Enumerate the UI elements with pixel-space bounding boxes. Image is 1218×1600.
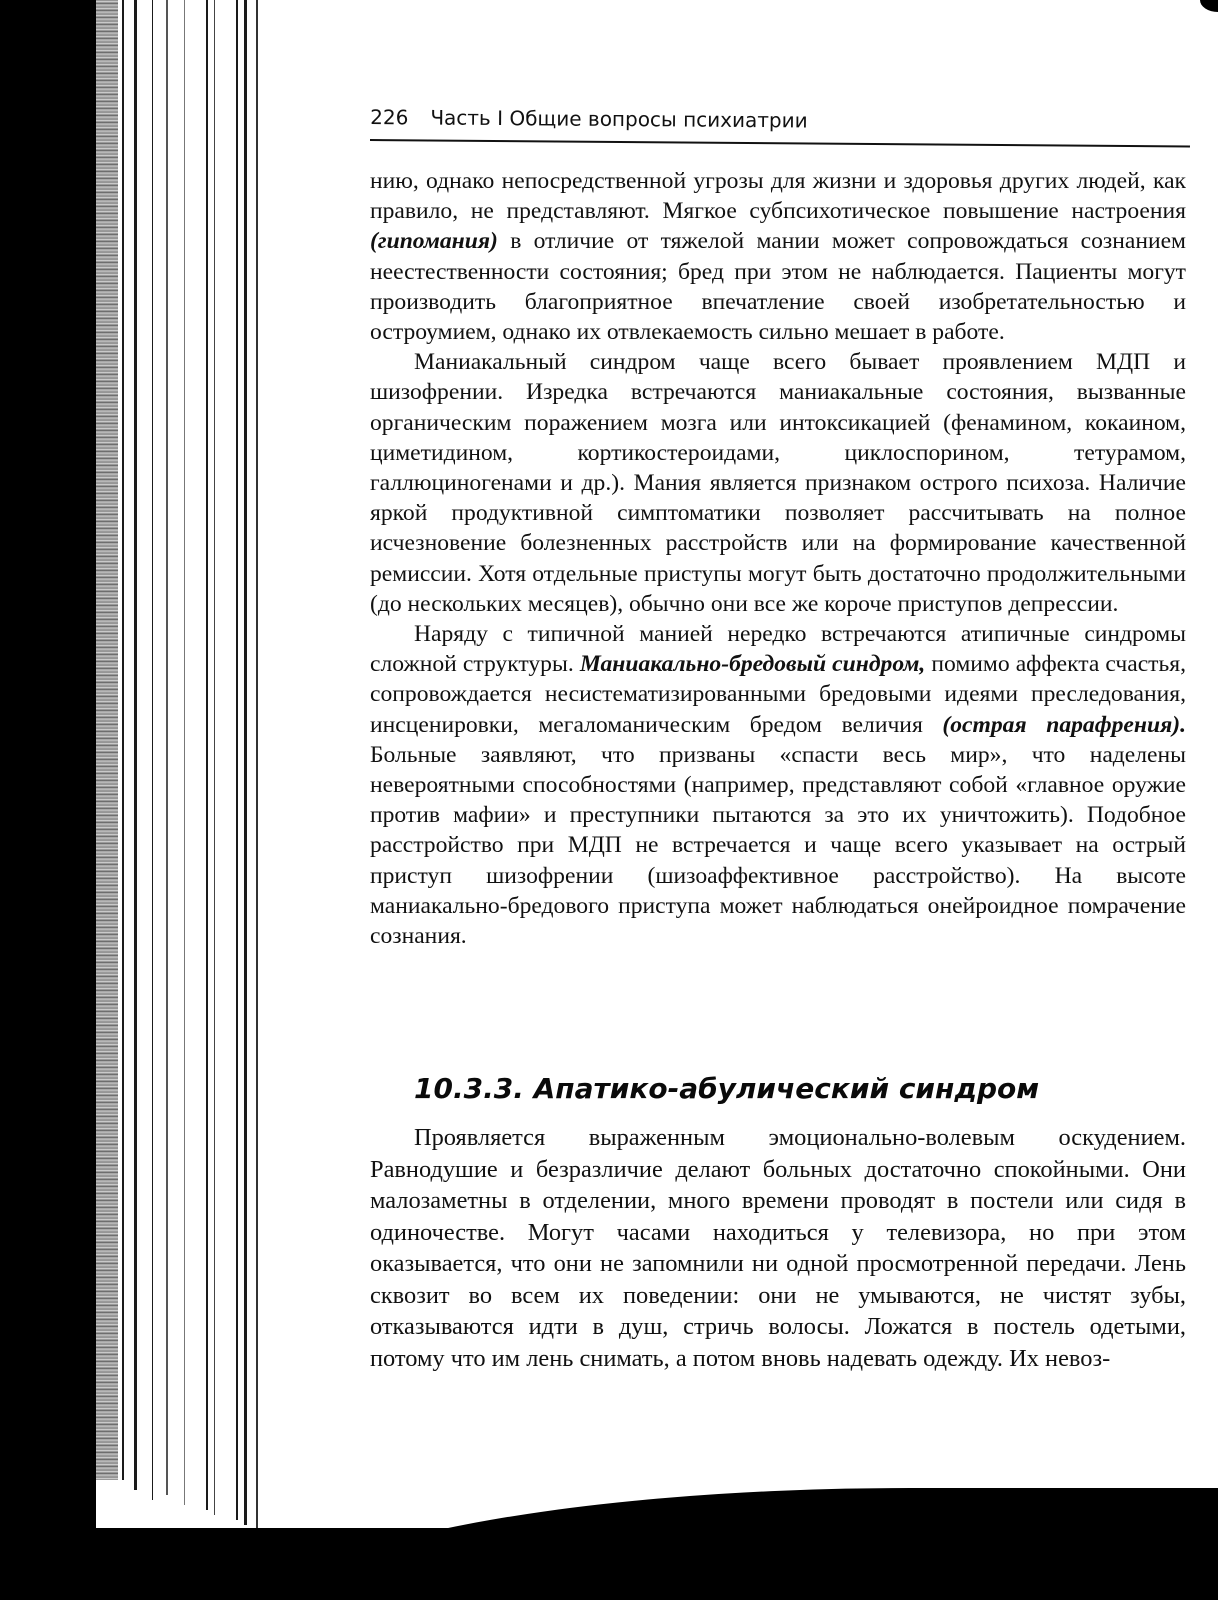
paragraph <box>370 619 1186 951</box>
section-body-text <box>370 1122 1186 1374</box>
paragraph-text: Маниакальный синдром чаще всего бывает проявлением МДП и шизофрении. Изредка встречаются маниакальные состояния, вызванные органическим поражением мозга или интоксикацией (фенамином, кокаином, циметидином, кортикостероидами, циклоспорином, тетурамом, галлюциногенами и др.). Мания является признаком острого психоза. Наличие яркой продуктивной симптоматики позволяет рассчитывать на полное исчезновение болезненных расстройств или на формирование качественной ремиссии. Хотя отдельные приступы могут быть достаточно продолжительными (до нескольких месяцев), обычно они все же короче приступов депрессии. <box>370 349 1186 617</box>
page-edge-line <box>236 0 238 1520</box>
paragraph-text: помимо аффекта счастья, сопровождается несистематизированными бредовыми идеями преследования, инсценировки, мегаломаническим бредом величия <box>370 651 1187 738</box>
page-edge-line <box>214 0 215 1515</box>
scan-left-margin <box>0 0 96 1600</box>
italic-term: Маниакально-бредовый синдром, <box>579 651 926 678</box>
page-edge-line <box>256 0 258 1530</box>
page-edge-line <box>134 0 137 1490</box>
paragraph: Проявляется выраженным эмоционально-волевым оскудением. Равнодушие и безразличие делают больных достаточно спокойными. Они малозаметны в отделении, много времени проводят в постели или сидя в одиночестве. Могут часами находиться у телевизора, но при этом оказывается, что они не запомнили ни одной просмотренной передачи. Лень сквозит во всем их поведении: они не умываются, не чистят зубы, отказываются идти в душ, стричь волосы. Ложатся в постель одетыми, потому что им лень снимать, а потом вновь надевать одежду. Их невоз- <box>370 1124 1186 1372</box>
scan-corner <box>1200 0 1218 12</box>
paragraph-text: в отличие от тяжелой мании может сопровождаться сознанием неестественности состояния; бред при этом не наблюдается. Пациенты могут производить благоприятное впечатление своей изобретательностью и остроумием, однако их отвлекаемость сильно мешает в работе. <box>370 228 1186 346</box>
paragraph-text: нию, однако непосредственной угрозы для жизни и здоровья других людей, как правило, не представляют. Мягкое субпсихотическое повышение настроения <box>370 168 1186 225</box>
paragraph <box>370 347 1186 619</box>
page-edge-line <box>184 0 185 1505</box>
paragraph-text: Больные заявляют, что призваны «спасти весь мир», что наделены невероятными способностями (например, представляют собой «главное оружие против мафии» и преступники пытаются за это их уничтожить). Подобное расстройство при МДП не встречается и чаще всего указывает на острый приступ шизофрении (шизоаффективное расстройство). На высоте маниакально-бредового приступа может наблюдаться онейроидное помрачение сознания. <box>370 741 1186 950</box>
section-heading: 10.3.3. Апатико-абулический синдром <box>414 1072 1040 1105</box>
italic-term: (гипомания) <box>370 228 498 255</box>
italic-term: (острая парафрения). <box>942 711 1186 738</box>
paragraph <box>370 166 1186 347</box>
page-edge-texture <box>96 0 118 1480</box>
page-edge-line <box>206 0 208 1510</box>
page-edge-line <box>152 0 153 1500</box>
book-fore-edge <box>96 0 266 1540</box>
page-edge-line <box>122 0 124 1480</box>
body-text <box>370 166 1186 951</box>
paragraph-text: Наряду с типичной манией нередко встречаются атипичные синдромы сложной структуры. <box>370 621 1186 678</box>
scan-bottom-margin <box>0 1528 1218 1600</box>
page-edge-line <box>244 0 247 1525</box>
page-number: 226 <box>370 105 409 130</box>
page-edge-line <box>166 0 168 1495</box>
running-header <box>370 105 1190 147</box>
running-title: Часть I Общие вопросы психиатрии <box>430 105 808 133</box>
